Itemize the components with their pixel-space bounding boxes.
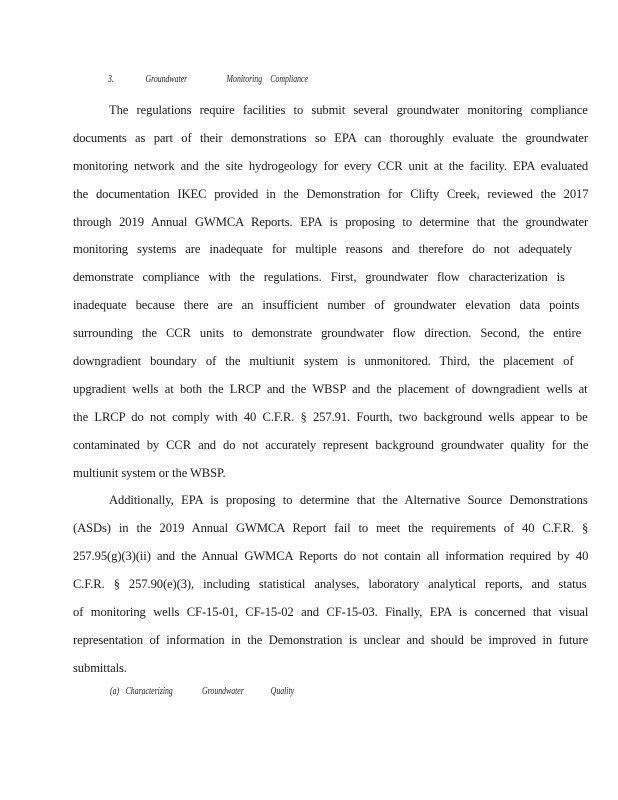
section-title-word: Groundwater (145, 74, 188, 85)
paragraph-line: The regulations require facilities to submit several groundwater monitoring compliance (109, 103, 588, 117)
paragraph-line: surrounding the CCR units to demonstrate groundwater flow direction. Second, the entire (73, 326, 582, 341)
section-number: 3. (108, 74, 114, 85)
paragraph-line: inadequate because there are an insufficient number of groundwater elevation data points (73, 298, 580, 313)
paragraph-line: representation of information in the Demonstration is unclear and should be improved in future (73, 632, 589, 647)
subsection-heading (110, 686, 313, 700)
paragraph-line: monitoring network and the site hydrogeology for every CCR unit at the facility. EPA evaluated (73, 158, 589, 173)
subsection-title-word: Characterizing (125, 686, 173, 697)
paragraph-line: multiunit system or the WBSP. (73, 465, 226, 480)
paragraph-line: the LRCP do not comply with 40 C.F.R. § 257.91. Fourth, two background wells appear to be (73, 409, 588, 424)
paragraph-line: 257.95(g)(3)(ii) and the Annual GWMCA Reports do not contain all information required by 40 (73, 549, 589, 564)
paragraph-line: submittals. (73, 660, 127, 675)
section-title-word: Monitoring (226, 74, 263, 85)
paragraph-line: of monitoring wells CF-15-01, CF-15-02 and CF-15-03. Finally, EPA is concerned that visual (73, 605, 589, 620)
paragraph-line: through 2019 Annual GWMCA Reports. EPA is proposing to determine that the groundwater (73, 214, 589, 229)
paragraph-line: C.F.R. § 257.90(e)(3), including statistical analyses, laboratory analytical reports, and status (73, 577, 587, 592)
paragraph-line: upgradient wells at both the LRCP and the WBSP and the placement of downgradient wells at (73, 381, 588, 396)
paragraph-line: documents as part of their demonstrations so EPA can thoroughly evaluate the groundwater (73, 130, 589, 145)
paragraph-line: monitoring systems are inadequate for multiple reasons and therefore do not adequately (73, 242, 573, 257)
paragraph-line: the documentation IKEC provided in the Demonstration for Clifty Creek, reviewed the 2017 (73, 186, 589, 201)
section-title-word: Compliance (270, 74, 308, 85)
section-heading (108, 74, 311, 88)
subsection-title-word: Quality (270, 686, 295, 697)
paragraph-line: downgradient boundary of the multiunit system is unmonitored. Third, the placement of (73, 354, 574, 369)
paragraph-line: demonstrate compliance with the regulations. First, groundwater flow characterization is (73, 270, 565, 285)
body-text (73, 97, 593, 683)
paragraph-line: contaminated by CCR and do not accurately represent background groundwater quality for the (73, 437, 589, 452)
paragraph-line: Additionally, EPA is proposing to determine that the Alternative Source Demonstrations (109, 493, 588, 508)
paragraph-line: (ASDs) in the 2019 Annual GWMCA Report fail to meet the requirements of 40 C.F.R. § (73, 521, 589, 536)
subsection-title-word: Groundwater (202, 686, 244, 697)
subsection-number: (a) (110, 686, 120, 697)
